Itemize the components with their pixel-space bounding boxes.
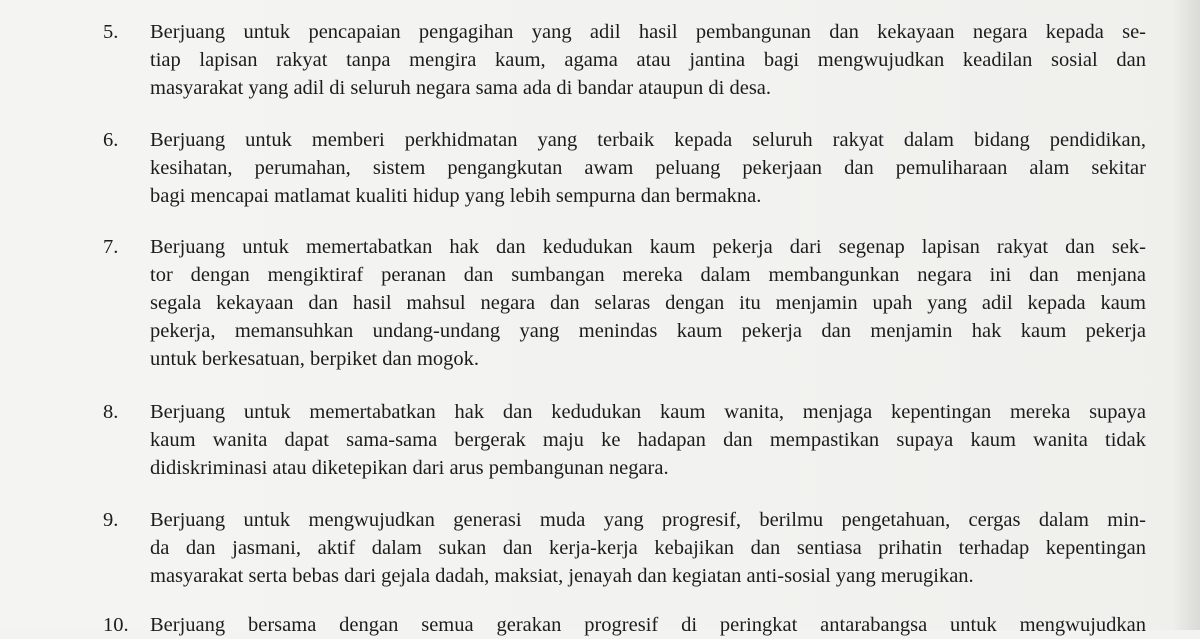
item-number: 10. [103,614,129,636]
text-line: Berjuang untuk memertabatkan hak dan kedudukan kaum wanita, menjaga kepentingan mereka supaya [150,401,1146,423]
item-text [150,506,1150,590]
text-line: Berjuang untuk memertabatkan hak dan kedudukan kaum pekerja dari segenap lapisan rakyat dan sek- [150,236,1146,258]
item-text [150,611,1150,639]
text-line: Berjuang untuk mengwujudkan generasi muda yang progresif, berilmu pengetahuan, cergas dalam min- [150,509,1146,531]
item-number: 6. [103,129,119,151]
item-number: 7. [103,236,119,258]
text-line: segala kekayaan dan hasil mahsul negara dan selaras dengan itu menjamin upah yang adil kepada kaum [150,292,1146,314]
page-edge-shadow [1172,0,1200,630]
text-line: didiskriminasi atau diketepikan dari arus pembangunan negara. [150,457,669,479]
text-line: Berjuang untuk pencapaian pengagihan yang adil hasil pembangunan dan kekayaan negara kepada se- [150,21,1146,43]
text-line: tor dengan mengiktiraf peranan dan sumbangan mereka dalam membangunkan negara ini dan menjana [150,264,1146,286]
text-line: kesihatan, perumahan, sistem pengangkutan awam peluang pekerjaan dan pemuliharaan alam sekitar [150,157,1146,179]
text-line: Berjuang untuk memberi perkhidmatan yang terbaik kepada seluruh rakyat dalam bidang pendidikan, [150,129,1146,151]
item-text [150,398,1150,482]
item-text [150,233,1150,373]
text-line: untuk berkesatuan, berpiket dan mogok. [150,348,480,370]
item-number: 8. [103,401,119,423]
text-line: Berjuang bersama dengan semua gerakan progresif di peringkat antarabangsa untuk mengwujudkan [150,614,1146,636]
item-number: 5. [103,21,119,43]
item-number: 9. [103,509,119,531]
text-line: masyarakat serta bebas dari gejala dadah, maksiat, jenayah dan kegiatan anti-sosial yang merugikan. [150,565,974,587]
text-line: kaum wanita dapat sama-sama bergerak maju ke hadapan dan mempastikan supaya kaum wanita tidak [150,429,1146,451]
text-line: tiap lapisan rakyat tanpa mengira kaum, agama atau jantina bagi mengwujudkan keadilan sosial dan [150,49,1146,71]
item-text [150,126,1150,210]
text-line: bagi mencapai matlamat kualiti hidup yang lebih sempurna dan bermakna. [150,185,762,207]
item-text [150,18,1150,102]
text-line: pekerja, memansuhkan undang-undang yang menindas kaum pekerja dan menjamin hak kaum pekerja [150,320,1146,342]
text-line: masyarakat yang adil di seluruh negara sama ada di bandar ataupun di desa. [150,77,772,99]
text-line: da dan jasmani, aktif dalam sukan dan kerja-kerja kebajikan dan sentiasa prihatin terhadap kepentingan [150,537,1146,559]
